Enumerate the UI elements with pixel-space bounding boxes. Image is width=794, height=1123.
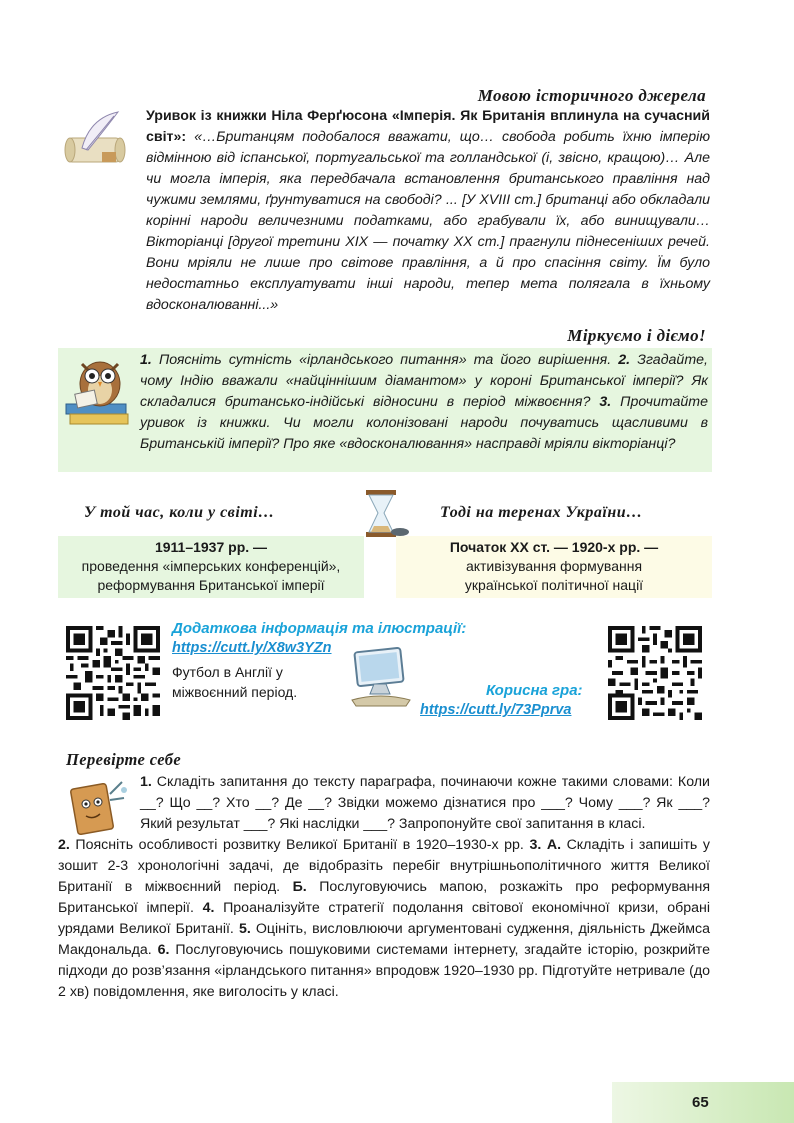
game-link[interactable]: https://cutt.ly/73Pprva [420,702,572,718]
ukraine-event-box [396,536,712,598]
check-q3b: Послуговуючись мапою, розкажіть про реформування Британської імперії. [58,879,711,916]
check-q2: Поясніть особливості розвитку Великої Британії в 1920–1930-х рр. [75,837,524,853]
ukraine-event-date: Початок XX ст. — 1920-х рр. — [449,539,659,555]
check-q4: Проаналізуйте стратегії подолання світової економічної кризи, обрані урядами Великої Британії. [58,900,711,937]
owl-books-icon [62,352,136,428]
world-event-date: 1911–1937 рр. — [154,539,268,555]
game-title: Корисна гра: [486,682,583,699]
qr-code-left[interactable] [66,626,160,720]
extra-info-title: Додаткова інформація та ілюстрації: [172,620,467,637]
qr-code-right[interactable] [608,626,702,720]
ukraine-event-text: активізування формування української політичної нації [464,558,644,593]
source-title: Уривок із книжки Ніла Ферґюсона «Імперія. Як Британія вплинула на сучасний світ»: [146,108,710,145]
think-q3: Прочитайте уривок із книжки. Чи могли колонізовані народи почуватись щасливими в Британській імперії? Про яке «вдосконалювання» насправді мріяли вікторіанці? [140,394,708,452]
check-q5-number: 5. [238,921,251,937]
check-q6: Послуговуючись пошуковими системами інтернету, згадайте історію, розкрийте підходи до розв’язання «ірландського питання» впродовж 1920–1930 рр. Підготуйте нетривале (до 2 хв) повідомлення, яке виголосіть у класі. [58,942,710,1000]
source-heading: Мовою історичного джерела [477,86,706,105]
think-q2: Згадайте, чому Індію вважали «найціннішим діамантом» у короні Британської імперії? Як складалися британсько-індійські відносини в період міжвоєння? [140,352,708,410]
page-number: 65 [692,1094,709,1111]
think-block [58,348,712,472]
check-q5: Оцініть, висловлюючи аргументовані судження, діяльність Джеймса Макдональда. [58,921,710,958]
ukraine-heading: Тоді на теренах України… [440,504,643,521]
world-event-text: проведення «імперських конференцій», реформування Британської імперії [81,558,341,593]
check-q1-number: 1. [140,774,152,790]
think-q3-number: 3. [599,394,612,410]
think-questions [140,350,708,455]
check-heading: Перевірте себе [66,750,182,769]
check-q3a-label: А. [546,837,562,853]
check-q2-number: 2. [58,837,70,853]
think-q2-number: 2. [618,352,631,368]
think-q1: Поясніть сутність «ірландського питання» та його вирішення. [158,352,612,368]
world-event-box [58,536,364,598]
check-q3b-label: Б. [292,879,307,895]
check-q3-number: 3. [529,837,542,853]
hourglass-icon [356,488,412,540]
check-q3a: Складіть і запишіть у зошит 2-3 хронологічні задачі, де відобразіть перебіг внутрішньополітичного життя Великої Британії в міжвоєнний період. [58,837,710,895]
check-q1: Складіть запитання до тексту параграфа, починаючи кожне такими словами: Коли __? Що __? Хто __? Де __? Звідки можемо дізнатися про ___? Чому ___? Як ___? Який результат ___? Які наслідки ___? Запропонуйте свої запитання в класі. [140,774,710,832]
source-excerpt [66,106,710,316]
extra-info-description: Футбол в Англії у міжвоєнний період. [172,664,298,700]
check-questions [58,772,710,1003]
check-q4-number: 4. [202,900,215,916]
think-q1-number: 1. [140,352,152,368]
world-heading: У той час, коли у світі… [84,504,275,521]
source-quote: «…Британцям подобалося вважати, що… свобода робить їхню імперію відмінною від іспанської, португальської та голландської (і, звісно, кращою)… Але чи могла імперія, яка передбачала встановлення британського правління над чужими землями, ґрунтуватися на свободі? ... [У XVIII ст.] британці або обкладали корінні народи величезними податками, або грабували їх, або винищували… Вікторіанці [другої третини XIX — початку XX ст.] прагнули піднесеніших речей. Вони мріяли не лише про світове правління, а й про спасіння світу. Їм було недостатньо експлуатувати інші народи, тепер мета полягала в їхньому вдосконалюванні...» [146,129,710,313]
monitor-icon [346,646,416,708]
extra-info-link[interactable]: https://cutt.ly/X8w3YZn [172,640,332,656]
check-q6-number: 6. [157,942,170,958]
think-heading: Міркуємо і діємо! [567,326,706,345]
